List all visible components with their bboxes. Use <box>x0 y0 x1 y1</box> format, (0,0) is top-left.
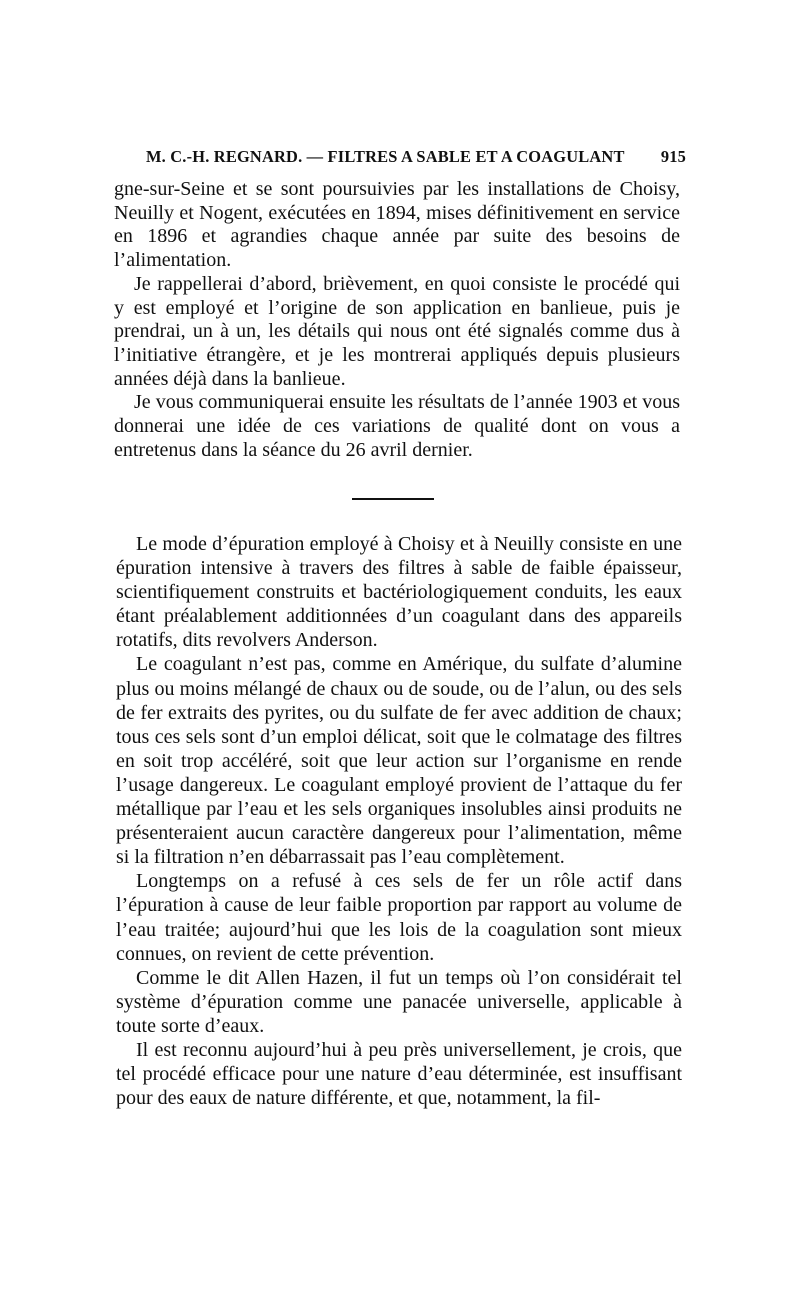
section-1-text <box>114 178 680 462</box>
page-number: 915 <box>660 147 686 166</box>
paragraph: Le mode d’épuration employé à Choisy et à Neuilly consiste en une épuration intensive à travers des filtres à sable de faible épaisseur, scientifiquement construits et bactériologiquement conduits, les eaux étant préalablement additionnées d’un coagulant dans des appareils rotatifs, dits revolvers Anderson. <box>116 533 682 652</box>
paragraph: Je rappellerai d’abord, brièvement, en quoi consiste le procédé qui y est employé et l’origine de son application en banlieue, puis je prendrai, un à un, les détails qui nous ont été signalés comme dus à l’initiative étrangère, et je les montrerai appliqués depuis plusieurs années déjà dans la banlieue. <box>114 272 680 390</box>
section-2-text <box>116 532 682 1110</box>
paragraph: Je vous communiquerai ensuite les résultats de l’année 1903 et vous donnerai une idée de ces variations de qualité dont on vous a entretenus dans la séance du 26 avril dernier. <box>114 391 680 461</box>
running-header <box>146 147 686 169</box>
paragraph: Longtemps on a refusé à ces sels de fer un rôle actif dans l’épuration à cause de leur faible proportion par rapport au volume de l’eau traitée; aujourd’hui que les lois de la coagulation sont mieux connues, on revient de cette prévention. <box>116 870 682 965</box>
paragraph: Le coagulant n’est pas, comme en Amérique, du sulfate d’alumine plus ou moins mélangé de chaux ou de soude, ou de l’alun, ou des sels de fer extraits des pyrites, ou du sulfate de fer avec addition de chaux; tous ces sels sont d’un emploi délicat, soit que le colmatage des filtres en soit trop accéléré, soit que leur action sur l’organisme en rende l’usage dangereux. Le coagulant employé provient de l’attaque du fer métallique par l’eau et les sels organiques insolubles ainsi produits ne présenteraient aucun caractère dangereux pour l’alimentation, même si la filtration n’en débarrassait pas l’eau complètement. <box>116 653 682 869</box>
running-title: M. C.-H. REGNARD. — FILTRES A SABLE ET A COAGULANT <box>146 147 625 166</box>
paragraph: Comme le dit Allen Hazen, il fut un temps où l’on considérait tel système d’épuration comme une panacée universelle, applicable à toute sorte d’eaux. <box>116 966 682 1037</box>
section-separator-rule <box>352 498 434 500</box>
paragraph: Il est reconnu aujourd’hui à peu près universellement, je crois, que tel procédé efficace pour une nature d’eau déterminée, est insuffisant pour des eaux de nature différente, et que, notamment, la fil- <box>116 1038 682 1110</box>
paragraph: gne-sur-Seine et se sont poursuivies par les installations de Choisy, Neuilly et Nogent, exécutées en 1894, mises définitivement en service en 1896 et agrandies chaque année par suite des besoins de l’alimentation. <box>114 178 680 272</box>
